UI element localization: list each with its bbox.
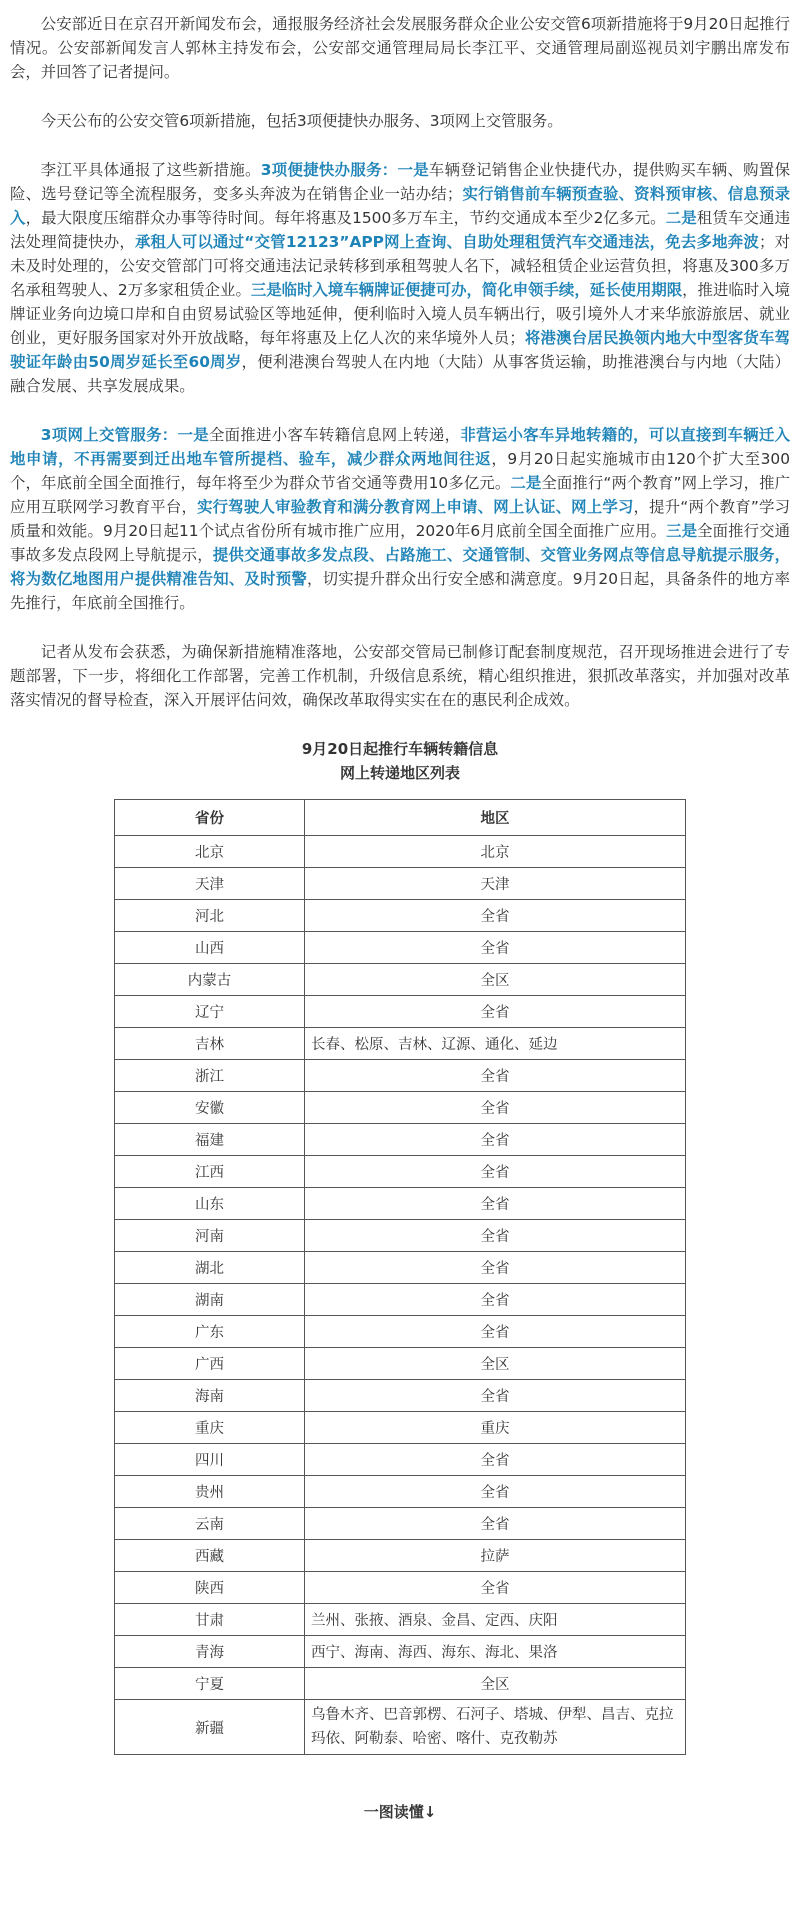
table-row [115,1540,686,1572]
body-text: ，9月20日起实施城市由120个扩大至300个，年底前全国全面推行，每年将至少为群众节省交通等费用10多亿元。 [10,450,790,492]
table-row [115,1060,686,1092]
highlighted-text: 实行驾驶人审验教育和满分教育网上申请、网上认证、网上学习 [197,498,634,516]
area-cell: 全省 [305,1572,686,1604]
province-cell: 天津 [115,868,305,900]
body-text: ；对未及时处理的，公安交管部门可将交通违法记录转移到承租驾驶人名下，减轻租赁企业运营负担，将惠及300多万名承租驾驶人、2万多家租赁企业。 [10,233,790,299]
area-cell: 全区 [305,964,686,996]
table-row [115,868,686,900]
table-title [10,737,790,785]
table-row [115,836,686,868]
table-row [115,1444,686,1476]
paragraph-intro [10,12,790,84]
province-cell: 陕西 [115,1572,305,1604]
read-infographic-label: 一图读懂↓ [363,1803,437,1821]
highlighted-text: 将港澳台居民换领内地大中型客货车驾驶证年龄由50周岁延长至60周岁 [10,329,790,371]
table-row [115,1508,686,1540]
table-row [115,1348,686,1380]
table-row [115,1188,686,1220]
province-cell: 山西 [115,932,305,964]
province-cell: 吉林 [115,1028,305,1060]
body-text: ，便利港澳台驾驶人在内地（大陆）从事客货运输，助推港澳台与内地（大陆）融合发展、共享发展成果。 [10,353,790,395]
region-table-body [115,836,686,1755]
body-text: 全面推行“两个教育”网上学习，推广应用互联网学习教育平台， [10,474,790,516]
table-title-line2: 网上转递地区列表 [339,764,460,782]
body-text: 租赁车交通违法处理简捷快办， [10,209,790,251]
table-row [115,1124,686,1156]
province-cell: 西藏 [115,1540,305,1572]
table-row [115,1636,686,1668]
body-text: 全面推行交通事故多发点段网上导航提示， [10,522,790,564]
body-text: ，最大限度压缩群众办事等待时间。每年将惠及1500多万车主，节约交通成本至少2亿多元。 [25,209,666,227]
province-cell: 海南 [115,1380,305,1412]
highlighted-text: 二是 [510,474,542,492]
province-cell: 浙江 [115,1060,305,1092]
area-cell: 乌鲁木齐、巴音郭楞、石河子、塔城、伊犁、昌吉、克拉玛依、阿勒泰、哈密、喀什、克孜勒苏 [305,1700,686,1755]
area-cell: 全省 [305,1316,686,1348]
highlighted-text: 3项网上交管服务：一是 [40,426,209,444]
area-cell: 全省 [305,1156,686,1188]
table-row [115,1604,686,1636]
area-cell: 全省 [305,900,686,932]
region-table [114,799,686,1755]
table-header-row [115,800,686,836]
area-cell: 全省 [305,1380,686,1412]
province-cell: 北京 [115,836,305,868]
table-row [115,1028,686,1060]
body-text: 今天公布的公安交管6项新措施，包括3项便捷快办服务、3项网上交管服务。 [40,112,563,130]
area-cell: 天津 [305,868,686,900]
province-cell: 甘肃 [115,1604,305,1636]
table-row [115,1092,686,1124]
province-cell: 新疆 [115,1700,305,1755]
highlighted-text: 3项便捷快办服务：一是 [260,161,429,179]
province-cell: 江西 [115,1156,305,1188]
table-row [115,1316,686,1348]
province-cell: 山东 [115,1188,305,1220]
table-title-line1: 9月20日起推行车辆转籍信息 [301,740,499,758]
highlighted-text: 三是临时入境车辆牌证便捷可办，简化申领手续，延长使用期限 [250,281,683,299]
table-row [115,1668,686,1700]
province-cell: 福建 [115,1124,305,1156]
body-text: 公安部近日在京召开新闻发布会，通报服务经济社会发展服务群众企业公安交管6项新措施将于9月20日起推行情况。公安部新闻发言人郭林主持发布会，公安部交通管理局局长李江平、交通管理局副巡视员刘宇鹏出席发布会，并回答了记者提问。 [10,15,790,81]
header-province: 省份 [115,800,305,836]
province-cell: 安徽 [115,1092,305,1124]
body-text: ，推进临时入境牌证业务向边境口岸和自由贸易试验区等地延伸，便利临时入境人员车辆出行，吸引境外人才来华旅游旅居、就业创业，更好服务国家对外开放战略，每年将惠及上亿人次的来华境外人员； [10,281,790,347]
area-cell: 全区 [305,1348,686,1380]
area-cell: 全省 [305,1220,686,1252]
paragraph-implementation [10,640,790,712]
highlighted-text: 实行销售前车辆预查验、资料预审核、信息预录入 [10,185,790,227]
province-cell: 河北 [115,900,305,932]
highlighted-text: 承租人可以通过“交管12123”APP网上查询、自助处理租赁汽车交通违法，免去多地奔波 [134,233,759,251]
area-cell: 全省 [305,1060,686,1092]
area-cell: 全省 [305,1284,686,1316]
area-cell: 拉萨 [305,1540,686,1572]
body-text: 全面推进小客车转籍信息网上转递， [208,426,461,444]
table-row [115,996,686,1028]
province-cell: 重庆 [115,1412,305,1444]
province-cell: 广东 [115,1316,305,1348]
area-cell: 全省 [305,1124,686,1156]
table-row [115,1700,686,1755]
table-row [115,1412,686,1444]
highlighted-text: 非营运小客车异地转籍的，可以直接到车辆迁入地申请，不再需要到迁出地车管所提档、验车，减少群众两地间往返 [10,426,790,468]
table-row [115,964,686,996]
area-cell: 西宁、海南、海西、海东、海北、果洛 [305,1636,686,1668]
body-text: 记者从发布会获悉，为确保新措施精准落地，公安部交管局已制修订配套制度规范，召开现场推进会进行了专题部署，下一步，将细化工作部署，完善工作机制，升级信息系统，精心组织推进，狠抓改革落实，并加强对改革落实情况的督导检查，深入开展评估问效，确保改革取得实实在在的惠民利企成效。 [10,643,790,709]
area-cell: 全省 [305,1092,686,1124]
province-cell: 青海 [115,1636,305,1668]
area-cell: 全省 [305,1444,686,1476]
table-row [115,1252,686,1284]
table-row [115,1284,686,1316]
body-text: ，提升“两个教育”学习质量和效能。9月20日起11个试点省份所有城市推广应用，2020年6月底前全国全面推广应用。 [10,498,790,540]
province-cell: 湖北 [115,1252,305,1284]
paragraph-convenience-services [10,158,790,398]
table-row [115,1476,686,1508]
area-cell: 全省 [305,996,686,1028]
header-area: 地区 [305,800,686,836]
table-row [115,1380,686,1412]
area-cell: 全省 [305,1252,686,1284]
table-row [115,1220,686,1252]
paragraph-summary [10,109,790,133]
highlighted-text: 二是 [665,209,697,227]
province-cell: 广西 [115,1348,305,1380]
province-cell: 内蒙古 [115,964,305,996]
table-row [115,932,686,964]
area-cell: 长春、松原、吉林、辽源、通化、延边 [305,1028,686,1060]
area-cell: 全省 [305,932,686,964]
area-cell: 全省 [305,1188,686,1220]
area-cell: 重庆 [305,1412,686,1444]
area-cell: 全省 [305,1476,686,1508]
province-cell: 四川 [115,1444,305,1476]
province-cell: 贵州 [115,1476,305,1508]
paragraph-online-services [10,423,790,615]
area-cell: 全区 [305,1668,686,1700]
body-text: 李江平具体通报了这些新措施。 [40,161,261,179]
highlighted-text: 提供交通事故多发点段、占路施工、交通管制、交管业务网点等信息导航提示服务，将为数亿地图用户提供精准告知、及时预警 [10,546,790,588]
province-cell: 河南 [115,1220,305,1252]
province-cell: 云南 [115,1508,305,1540]
body-text: 车辆登记销售企业快捷代办，提供购买车辆、购置保险、选号登记等全流程服务，变多头奔波为在销售企业一站办结； [10,161,790,203]
body-text: ，切实提升群众出行安全感和满意度。9月20日起，具备条件的地方率先推行，年底前全国推行。 [10,570,790,612]
highlighted-text: 三是 [666,522,698,540]
province-cell: 辽宁 [115,996,305,1028]
area-cell: 全省 [305,1508,686,1540]
table-row [115,1572,686,1604]
province-cell: 宁夏 [115,1668,305,1700]
area-cell: 北京 [305,836,686,868]
province-cell: 湖南 [115,1284,305,1316]
area-cell: 兰州、张掖、酒泉、金昌、定西、庆阳 [305,1604,686,1636]
table-row [115,900,686,932]
table-row [115,1156,686,1188]
